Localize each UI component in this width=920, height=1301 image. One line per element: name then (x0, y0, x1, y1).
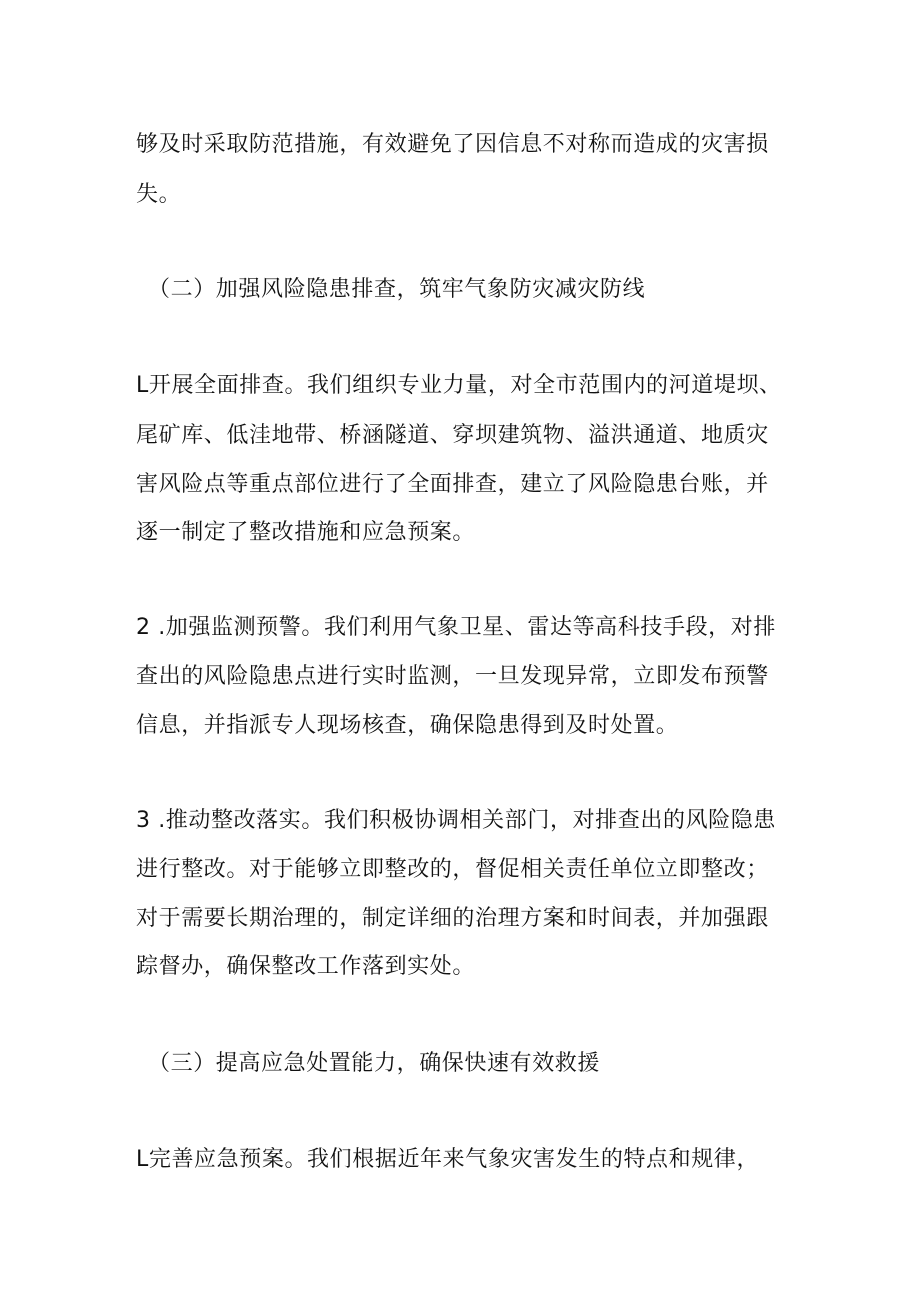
paragraph-line: 对于需要长期治理的，制定详细的治理方案和时间表，并加强跟 (136, 906, 769, 931)
paragraph-line: 逐一制定了整改措施和应急预案。 (136, 520, 476, 545)
paragraph-line: 信息，并指派专人现场核查，确保隐患得到及时处置。 (136, 713, 679, 738)
paragraph-line: 够及时采取防范措施，有效避免了因信息不对称而造成的灾害损 (136, 132, 769, 157)
paragraph-line: 2 .加强监测预警。我们利用气象卫星、雷达等高科技手段，对排 (136, 615, 776, 640)
paragraph-line: 害风险点等重点部位进行了全面排查，建立了风险隐患台账，并 (136, 472, 769, 497)
section-heading-3: （三）提高应急处置能力，确保快速有效救援 (148, 1051, 601, 1076)
paragraph-line: L开展全面排查。我们组织专业力量，对全市范围内的河道堤坝、 (136, 373, 782, 398)
paragraph-line: 进行整改。对于能够立即整改的，督促相关责任单位立即整改； (136, 857, 769, 882)
paragraph-line: L完善应急预案。我们根据近年来气象灾害发生的特点和规律， (136, 1147, 760, 1172)
section-heading-2: （二）加强风险隐患排查，筑牢气象防灾减灾防线 (148, 277, 646, 302)
paragraph-line: 尾矿库、低洼地带、桥涵隧道、穿坝建筑物、溢洪通道、地质灾 (136, 423, 769, 448)
paragraph-line: 查出的风险隐患点进行实时监测，一旦发现异常，立即发布预警 (136, 664, 769, 689)
paragraph-line: 失。 (136, 182, 182, 207)
paragraph-line: 3 .推动整改落实。我们积极协调相关部门，对排查出的风险隐患 (136, 808, 776, 833)
paragraph-line: 踪督办，确保整改工作落到实处。 (136, 954, 476, 979)
